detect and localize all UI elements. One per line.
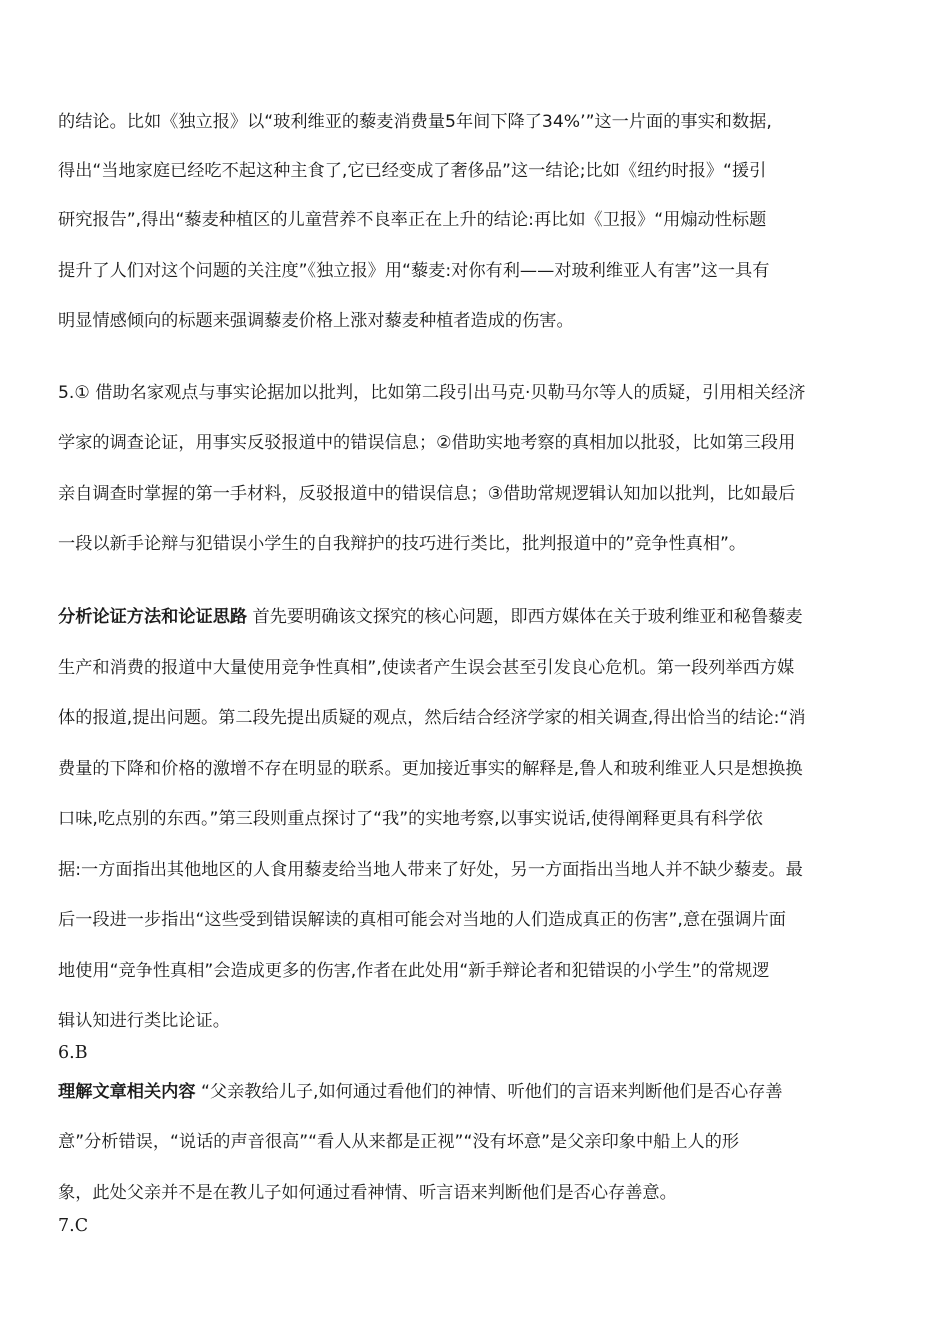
paragraph-line: 费量的下降和价格的激增不存在明显的联系。更加接近事实的解释是,鲁人和玻利维亚人只是想换换 [58,759,803,779]
analysis-heading: 分析论证方法和论证思路 [58,607,248,627]
paragraph-line: 据:一方面指出其他地区的人食用藜麦给当地人带来了好处，另一方面指出当地人并不缺少藜麦。最 [58,860,803,880]
paragraph-line: 辑认知进行类比论证。 [58,1011,230,1031]
paragraph-line: 学家的调查论证，用事实反驳报道中的错误信息；②借助实地考察的真相加以批驳，比如第三段用 [58,433,796,453]
paragraph-line: 生产和消费的报道中大量使用竞争性真相”,使读者产生误会甚至引发良心危机。第一段列举西方媒 [58,658,795,678]
paragraph-line: 一段以新手论辩与犯错误小学生的自我辩护的技巧进行类比，批判报道中的”竞争性真相”。 [58,534,747,554]
paragraph-line: 后一段进一步指出“这些受到错误解读的真相可能会对当地的人们造成真正的伤害”,意在强调片面 [58,910,786,930]
comprehension-heading: 理解文章相关内容 [58,1082,196,1102]
paragraph-line: 明显情感倾向的标题来强调藜麦价格上涨对藜麦种植者造成的伤害。 [58,311,574,331]
answer-5-line: 5.① 借助名家观点与事实论据加以批判，比如第二段引出马克·贝勒马尔等人的质疑，引用相关经济 [58,383,806,403]
comprehension-intro: “父亲教给儿子,如何通过看他们的神情、听他们的言语来判断他们是否心存善 [195,1082,783,1102]
analysis-first-line [58,605,803,629]
paragraph-line: 口味,吃点别的东西。”第三段则重点探讨了“我”的实地考察,以事实说话,使得阐释更具有科学依 [58,809,763,829]
paragraph-line: 体的报道,提出问题。第二段先提出质疑的观点，然后结合经济学家的相关调查,得出恰当的结论:“消 [58,708,806,728]
paragraph-line: 亲自调查时掌握的第一手材料，反驳报道中的错误信息；③借助常规逻辑认知加以批判，比如最后 [58,484,796,504]
paragraph-line: 意”分析错误，“说话的声音很高”“看人从来都是正视”“没有坏意”是父亲印象中船上人的形 [58,1132,740,1152]
answer-7: 7.C [58,1216,89,1236]
answer-6: 6.B [58,1043,88,1063]
paragraph-line: 研究报告”,得出“藜麦种植区的儿童营养不良率正在上升的结论:再比如《卫报》“用煽动性标题 [58,210,767,230]
paragraph-line: 提升了人们对这个问题的关注度”《独立报》用“藜麦:对你有利——对玻利维亚人有害”这一具有 [58,261,770,281]
analysis-intro: 首先要明确该文探究的核心问题，即西方媒体在关于玻利维亚和秘鲁藜麦 [247,607,803,627]
comprehension-first-line [58,1080,783,1104]
paragraph-line: 得出“当地家庭已经吃不起这种主食了,它已经变成了奢侈品”这一结论;比如《纽约时报》“援引 [58,161,767,181]
paragraph-line: 象，此处父亲并不是在教儿子如何通过看神情、听言语来判断他们是否心存善意。 [58,1183,677,1203]
paragraph-line: 的结论。比如《独立报》以“玻利维亚的藜麦消费量5年间下降了34%’”这一片面的事实和数据, [58,112,772,132]
paragraph-line: 地使用“竞争性真相”会造成更多的伤害,作者在此处用“新手辩论者和犯错误的小学生”的常规逻 [58,961,770,981]
